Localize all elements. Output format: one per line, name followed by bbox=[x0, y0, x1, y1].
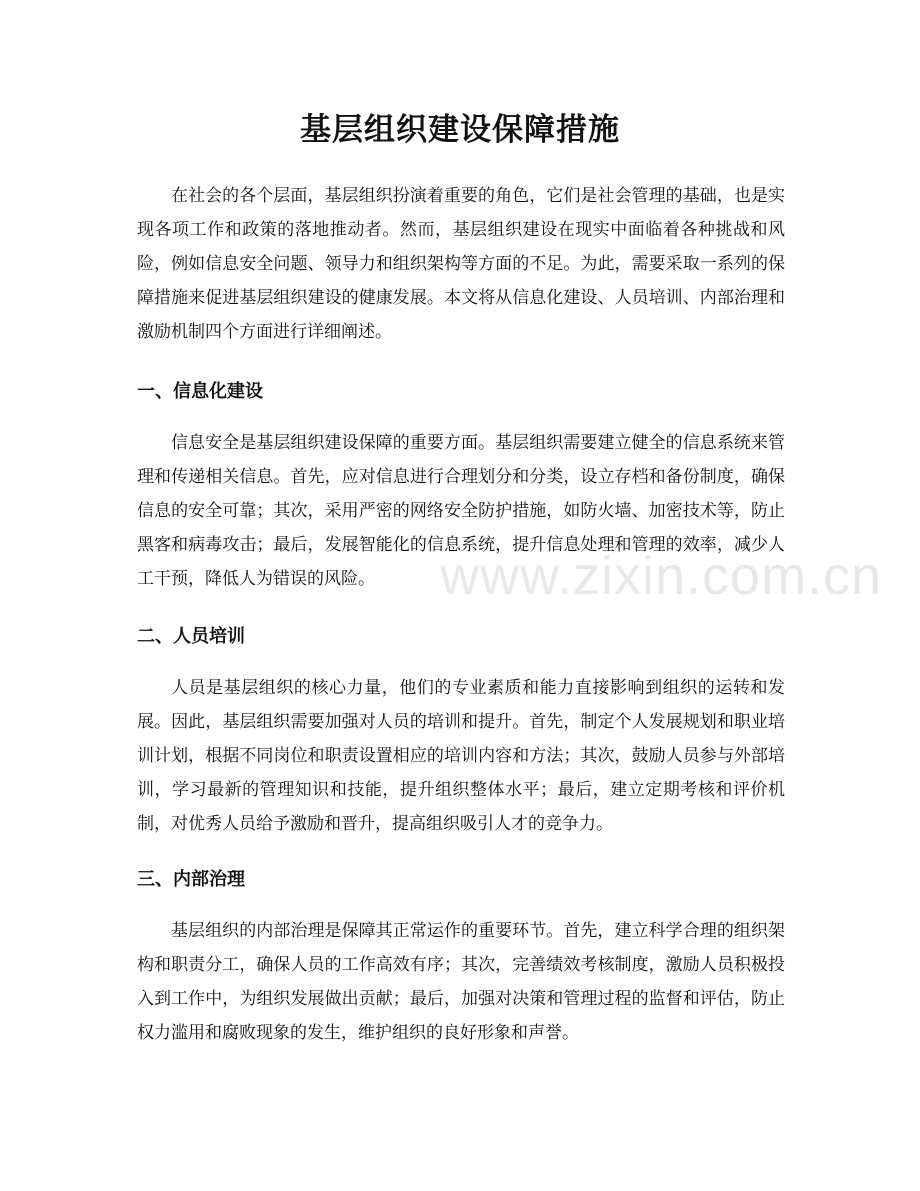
intro-paragraph: 在社会的各个层面，基层组织扮演着重要的角色，它们是社会管理的基础，也是实现各项工作和政策的落地推动者。然而，基层组织建设在现实中面临着各种挑战和风险，例如信息安全问题、领导力和组织架构等方面的不足。为此，需要采取一系列的保障措施来促进基层组织建设的健康发展。本文将从信息化建设、人员培训、内部治理和激励机制四个方面进行详细阐述。 bbox=[137, 186, 785, 342]
page-title: 基层组织建设保障措施 bbox=[300, 112, 620, 148]
watermark-text: www.zixin.com.cn bbox=[440, 546, 883, 606]
section-body-info: 信息安全是基层组织建设保障的重要方面。基层组织需要建立健全的信息系统来管理和传递相关信息。首先，应对信息进行合理划分和分类，设立存档和备份制度，确保信息的安全可靠；其次，采用严密的网络安全防护措施，如防火墙、加密技术等，防止黑客和病毒攻击；最后，发展智能化的信息系统，提升信息处理和管理的效率，减少人工干预，降低人为错误的风险。 bbox=[137, 433, 785, 589]
section-body-training: 人员是基层组织的核心力量，他们的专业素质和能力直接影响到组织的运转和发展。因此，基层组织需要加强对人员的培训和提升。首先，制定个人发展规划和职业培训计划，根据不同岗位和职责设置相应的培训内容和方法；其次，鼓励人员参与外部培训，学习最新的管理知识和技能，提升组织整体水平；最后，建立定期考核和评价机制，对优秀人员给予激励和晋升，提高组织吸引人才的竞争力。 bbox=[137, 678, 785, 834]
section-body-governance: 基层组织的内部治理是保障其正常运作的重要环节。首先，建立科学合理的组织架构和职责分工，确保人员的工作高效有序；其次，完善绩效考核制度，激励人员积极投入到工作中，为组织发展做出贡献；最后，加强对决策和管理过程的监督和评估，防止权力滥用和腐败现象的发生，维护组织的良好形象和声誉。 bbox=[137, 921, 785, 1043]
section-heading-governance: 三、内部治理 bbox=[137, 869, 245, 890]
section-heading-training: 二、人员培训 bbox=[137, 626, 245, 647]
section-heading-info: 一、信息化建设 bbox=[137, 381, 263, 402]
